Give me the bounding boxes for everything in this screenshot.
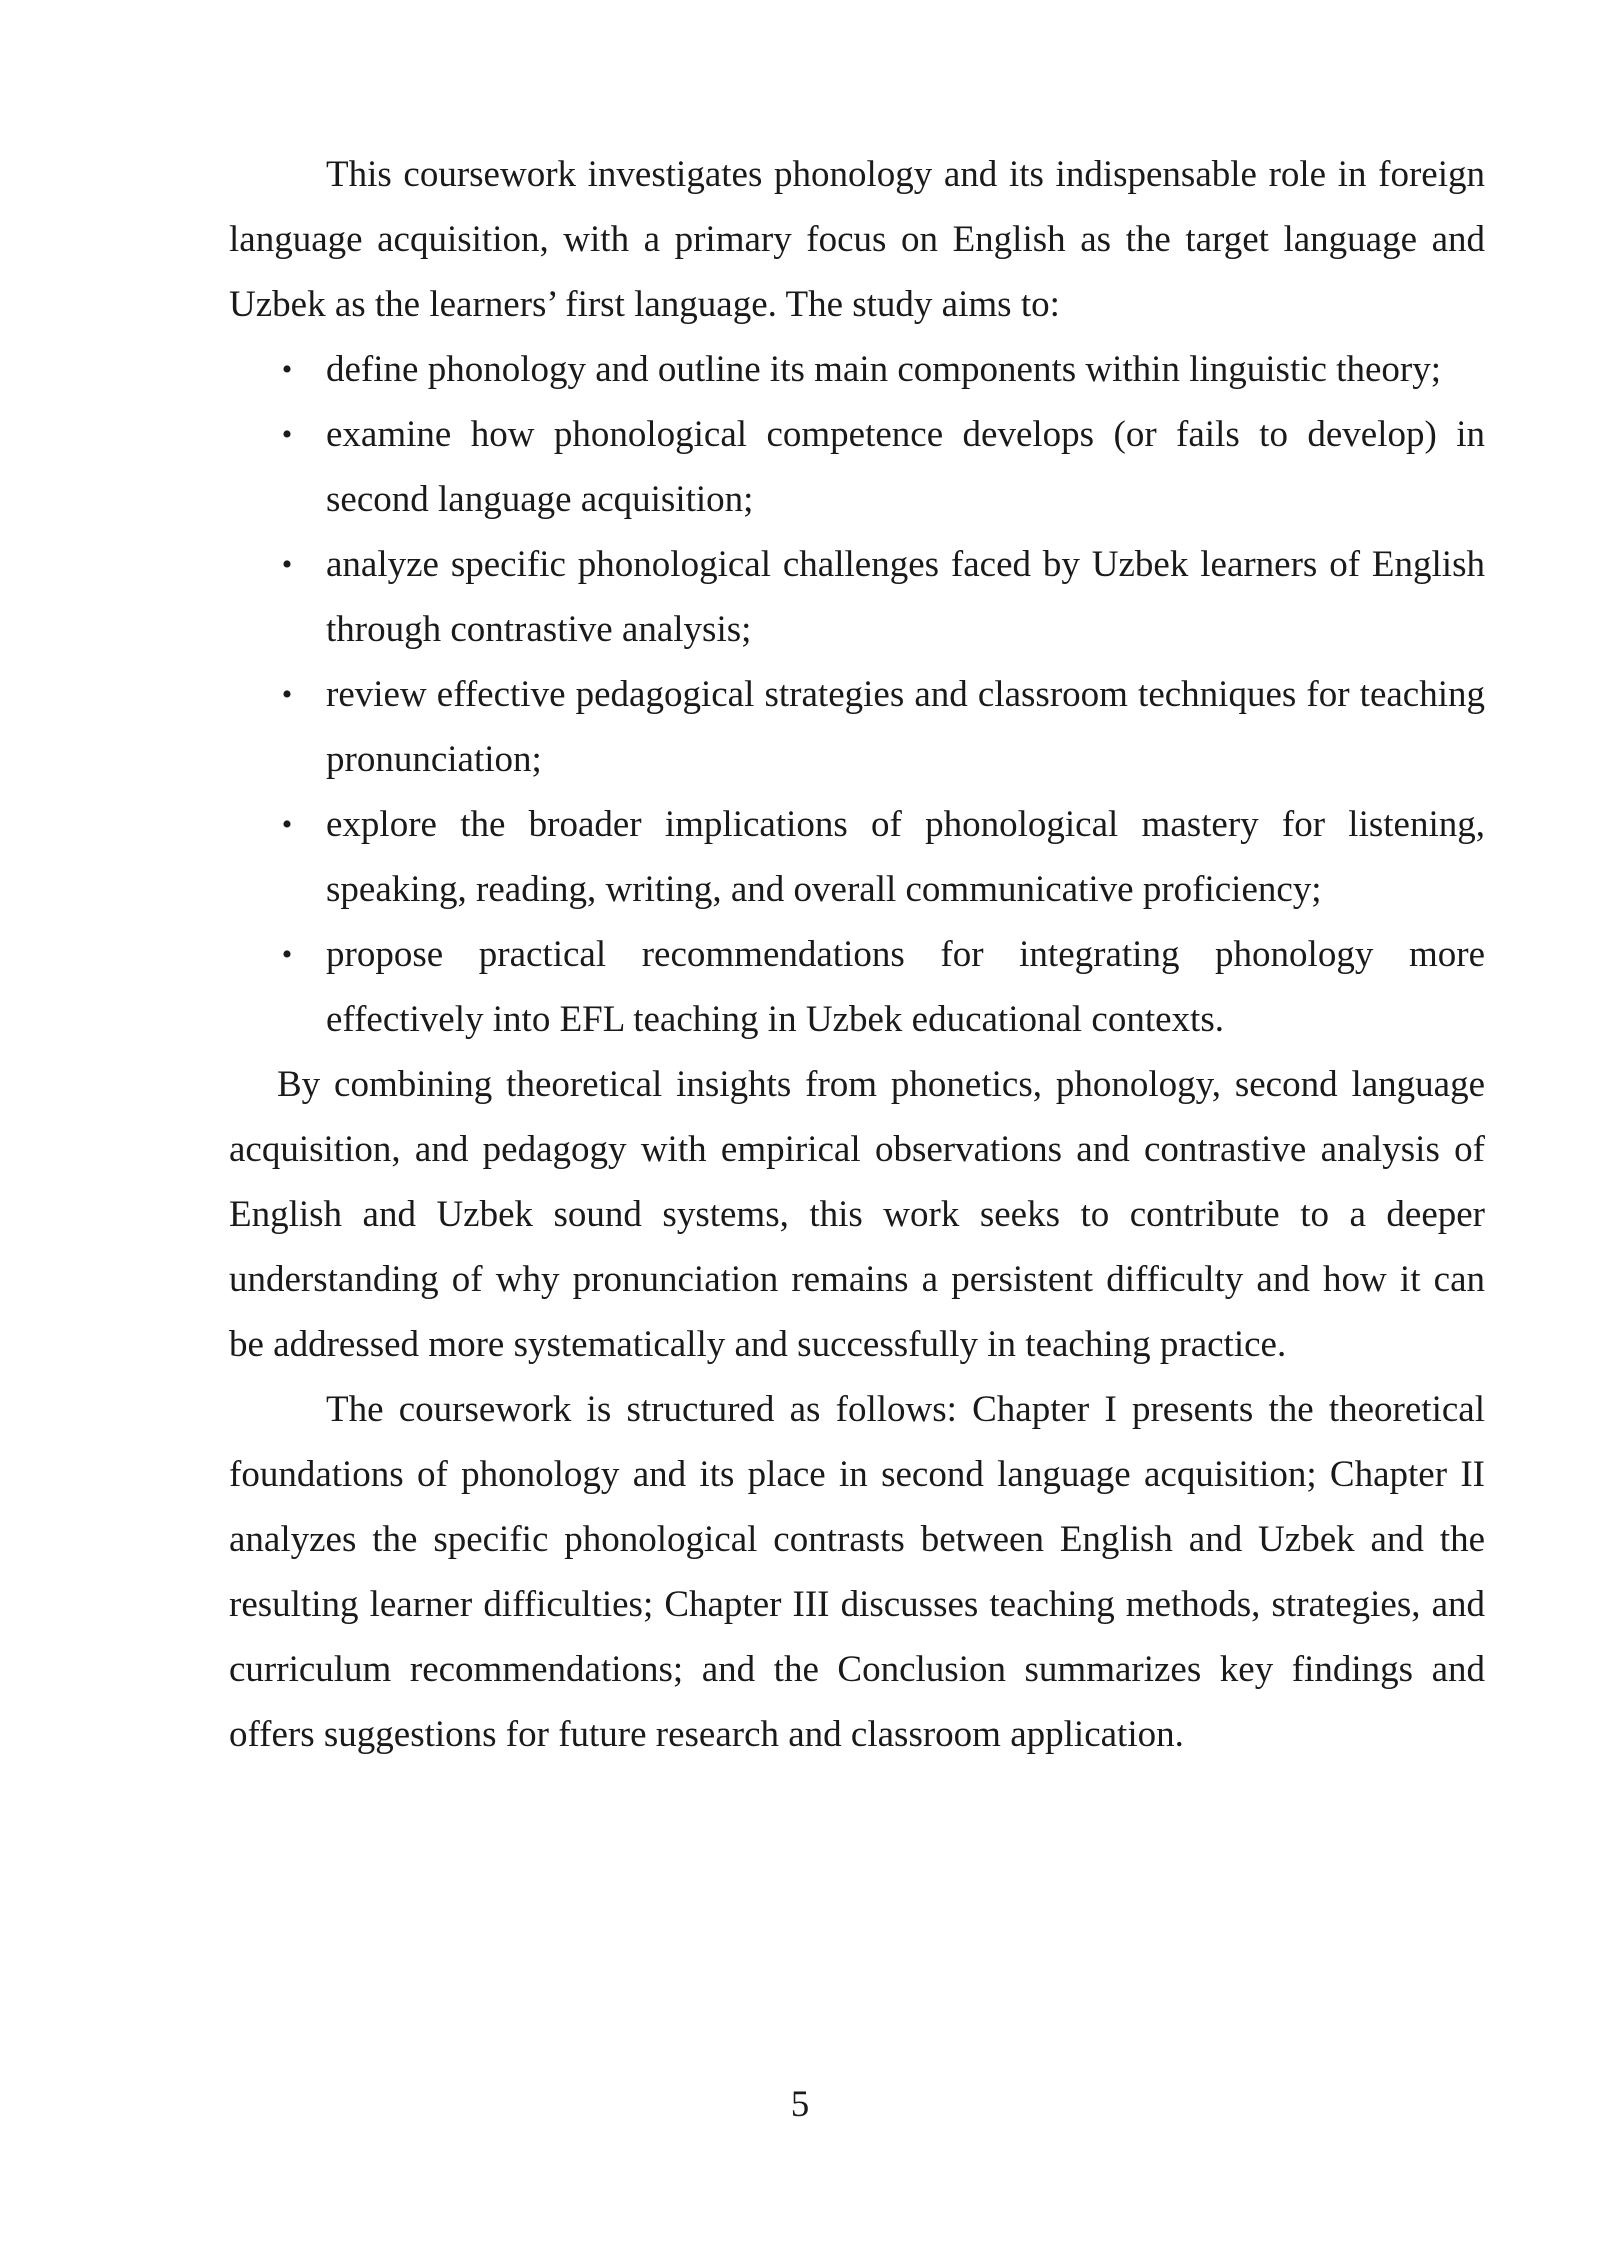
bullet-icon: •: [281, 938, 293, 971]
aim-text: propose practical recommendations for integrating phonology more effectively into EFL teaching in Uzbek educational contexts.: [326, 934, 1485, 1040]
aim-text: explore the broader implications of phonological mastery for listening, speaking, reading, writing, and overall communicative proficiency;: [326, 804, 1485, 910]
bullet-icon: •: [281, 678, 293, 711]
aim-item: [229, 532, 1485, 662]
bullet-icon: •: [281, 418, 293, 451]
page-number: 5: [790, 2084, 810, 2125]
aim-item: [229, 402, 1485, 532]
aim-text: analyze specific phonological challenges faced by Uzbek learners of English through contrastive analysis;: [326, 544, 1485, 650]
aim-item: [229, 337, 1485, 402]
bullet-icon: •: [281, 808, 293, 841]
aim-item: [229, 792, 1485, 922]
aim-item: [229, 922, 1485, 1052]
aim-text: review effective pedagogical strategies and classroom techniques for teaching pronunciation;: [326, 674, 1485, 780]
bullet-icon: •: [281, 548, 293, 581]
structure-paragraph: The coursework is structured as follows: Chapter I presents the theoretical foundations of phonology and its place in second language acquisition; Chapter II analyzes the specific phonological contrasts between English and Uzbek and the resulting learner difficulties; Chapter III discusses teaching methods, strategies, and curriculum recommendations; and the Conclusion summarizes key findings and offers suggestions for future research and classroom application.: [229, 1389, 1485, 1755]
aims-list: [229, 337, 1485, 1052]
bullet-icon: •: [281, 353, 293, 386]
aim-text: examine how phonological competence develops (or fails to develop) in second language acquisition;: [326, 414, 1485, 520]
combining-paragraph: By combining theoretical insights from phonetics, phonology, second language acquisition, and pedagogy with empirical observations and contrastive analysis of English and Uzbek sound systems, this work seeks to contribute to a deeper understanding of why pronunciation remains a persistent difficulty and how it can be addressed more systematically and successfully in teaching practice.: [229, 1064, 1485, 1365]
aim-item: [229, 662, 1485, 792]
intro-paragraph: This coursework investigates phonology and its indispensable role in foreign language acquisition, with a primary focus on English as the target language and Uzbek as the learners’ first language. The study aims to:: [229, 154, 1485, 325]
page-body: [229, 142, 1485, 1767]
aim-text: define phonology and outline its main components within linguistic theory;: [326, 349, 1441, 390]
